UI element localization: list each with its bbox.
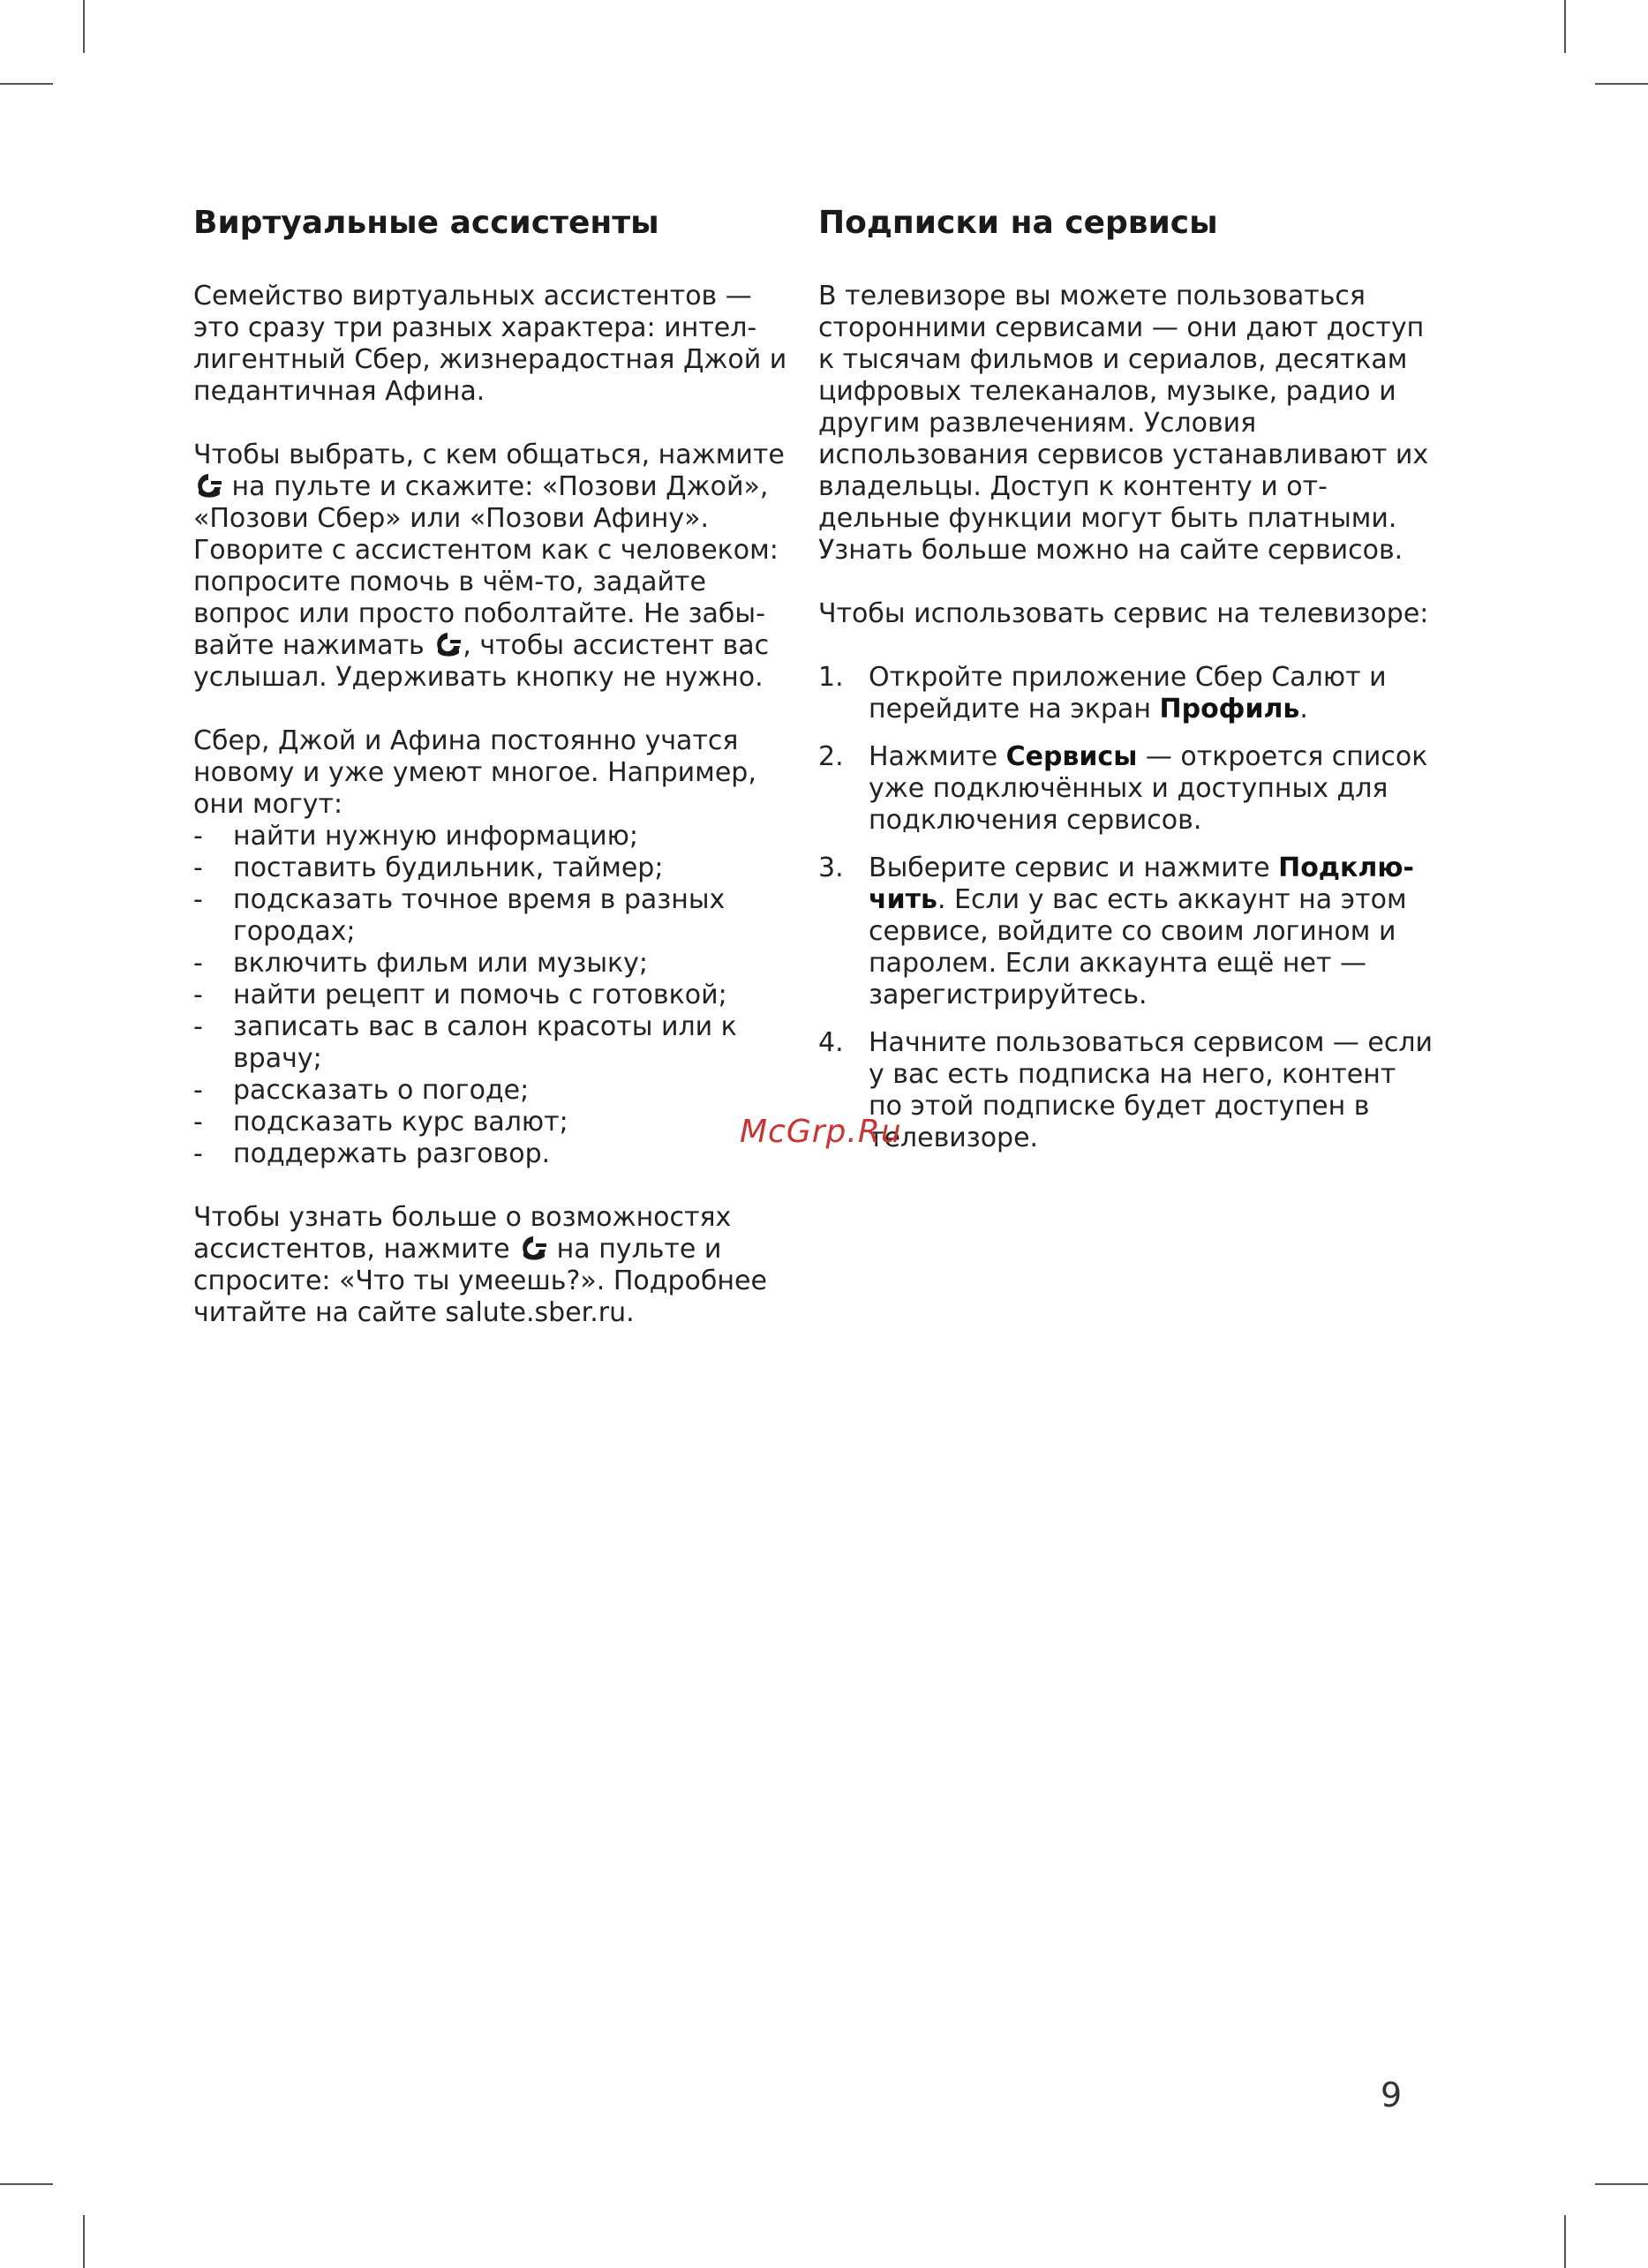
section-heading: Подписки на сервисы xyxy=(818,205,1218,241)
list-item: - включить фильм или музыку; xyxy=(193,948,649,979)
crop-mark xyxy=(83,0,85,53)
subscriptions-section xyxy=(818,201,1436,1170)
step-item: 1. Откройте приложение Сбер Салют и перейдите на экран Профиль. xyxy=(818,662,1387,725)
paragraph: Сбер, Джой и Афина постоянно учатся новому и уже умеют многое. Например, они могут: xyxy=(193,725,756,820)
section-heading: Виртуальные ассистенты xyxy=(193,205,659,241)
crop-mark xyxy=(0,2183,53,2185)
paragraph: В телевизоре вы можете пользоваться сторонними сервисами — они дают доступ к тысячам фильмов и сериалов, десяткам цифровых телеканалов, музыке, радио и другим развлечениям. Условия использования сервисов устанавливают их владельцы. Доступ к контенту и отдельные функции могут быть платными. Узнать больше можно на сайте сервисов. xyxy=(818,281,1429,566)
crop-mark xyxy=(1564,2215,1566,2268)
crop-mark xyxy=(1595,83,1648,85)
list-item: - подсказать курс валют; xyxy=(193,1107,568,1138)
step-item: 4. Начните пользоваться сервисом — если у вас есть подписка на него, контент по этой подписке будет доступен в телевизоре. xyxy=(818,1027,1434,1153)
step-item: 3. Выберите сервис и нажмите Подключить. Если у вас есть аккаунт на этом сервисе, войдите со своим логином и паролем. Если аккаунта ещё нет — зарегистрируйтесь. xyxy=(818,852,1414,1010)
crop-mark xyxy=(83,2215,85,2268)
list-item: - найти нужную информацию; xyxy=(193,821,639,852)
crop-mark xyxy=(0,83,53,85)
crop-mark xyxy=(1564,0,1566,53)
steps-list xyxy=(818,662,1436,1154)
list-item: - рассказать о погоде; xyxy=(193,1075,530,1106)
list-item: - поставить будильник, таймер; xyxy=(193,852,664,883)
paragraph: Чтобы узнать больше о возможностях ассистентов, нажмите на пульте и спросите: «Что ты умеешь?». Подробнее читайте на сайте salute.sber.ru. xyxy=(193,1202,767,1328)
list-item: - поддержать разговор. xyxy=(193,1138,551,1169)
list-item: - найти рецепт и помочь с готовкой; xyxy=(193,980,727,1010)
paragraph: Чтобы выбрать, с кем общаться, нажмите на пульте и скажите: «Позови Джой», «Позови Сбер» или «Позови Афину». Говорите с ассистентом как с человеком: попросите помочь в чём-то, задайте вопрос или просто поболтайте. Не забывайте нажимать , чтобы ассистент вас услышал. Удерживать кнопку не нужно. xyxy=(193,439,785,693)
crop-mark xyxy=(1595,2183,1648,2185)
paragraph: Чтобы использовать сервис на телевизоре: xyxy=(818,598,1429,629)
list-item: - подсказать точное время в разных городах; xyxy=(193,884,726,947)
abilities-list xyxy=(193,821,794,1170)
paragraph: Семейство виртуальных ассистентов — это сразу три разных характера: интеллигентный Сбер, жизнерадостная Джой и педантичная Афина. xyxy=(193,281,787,407)
virtual-assistants-section xyxy=(193,201,794,1329)
step-item: 2. Нажмите Сервисы — откроется список уже подключённых и доступных для подключения сервисов. xyxy=(818,741,1428,836)
list-item: - записать вас в салон красоты или к врачу; xyxy=(193,1011,737,1074)
assistant-button-icon xyxy=(518,1235,548,1261)
watermark: McGrp.Ru xyxy=(740,1114,902,1150)
assistant-button-icon xyxy=(193,472,223,499)
page-number: 9 xyxy=(1381,2076,1403,2114)
assistant-button-icon xyxy=(433,631,463,657)
